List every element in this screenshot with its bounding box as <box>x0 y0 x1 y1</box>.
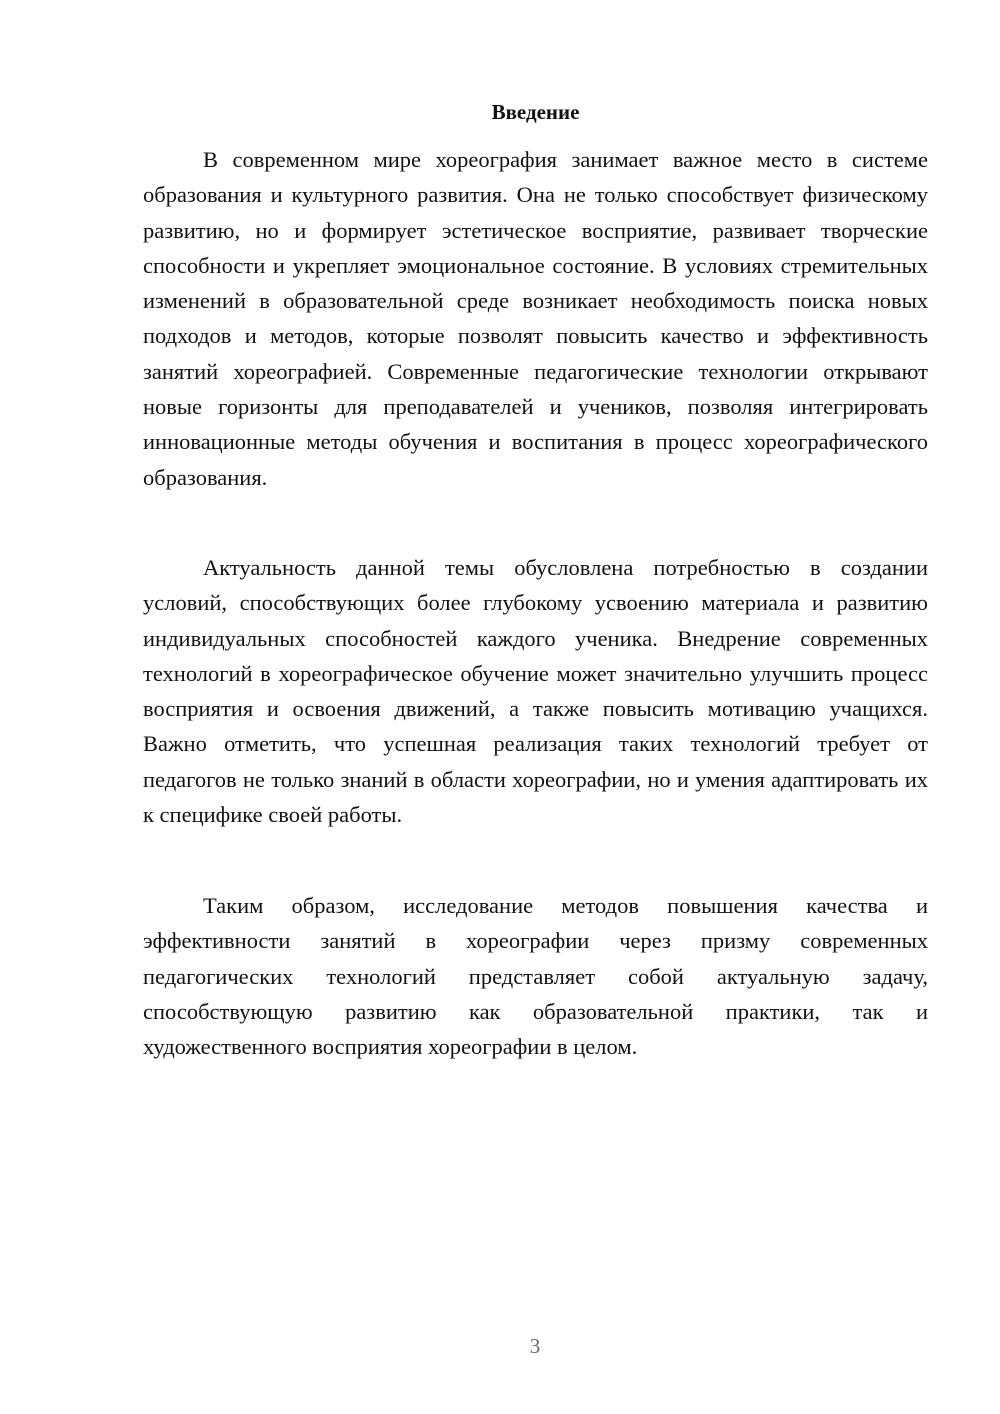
page-number: 3 <box>529 1334 541 1358</box>
paragraph-3: Таким образом, исследование методов повышения качества и эффективности занятий в хореографии через призму современных педагогических технологий представляет собой актуальную задачу, способствующую развитию как образовательной практики, так и художественного восприятия хореографии в целом. <box>143 893 928 1060</box>
section-title: Введение <box>491 100 580 124</box>
paragraph-2: Актуальность данной темы обусловлена потребностью в создании условий, способствующих более глубокому усвоению материала и развитию индивидуальных способностей каждого ученика. Внедрение современных технологий в хореографическое обучение может значительно улучшить процесс восприятия и освоения движений, а также повысить мотивацию учащихся. Важно отметить, что успешная реализация таких технологий требует от педагогов не только знаний в области хореографии, но и умения адаптировать их к специфике своей работы. <box>143 555 928 828</box>
paragraph-1: В современном мире хореография занимает важное место в системе образования и культурного развития. Она не только способствует физическому развитию, но и формирует эстетическое восприятие, развивает творческие способности и укрепляет эмоциональное состояние. В условиях стремительных изменений в образовательной среде возникает необходимость поиска новых подходов и методов, которые позволят повысить качество и эффективность занятий хореографией. Современные педагогические технологии открывают новые горизонты для преподавателей и учеников, позволяя интегрировать инновационные методы обучения и воспитания в процесс хореографического образования. <box>143 147 928 490</box>
